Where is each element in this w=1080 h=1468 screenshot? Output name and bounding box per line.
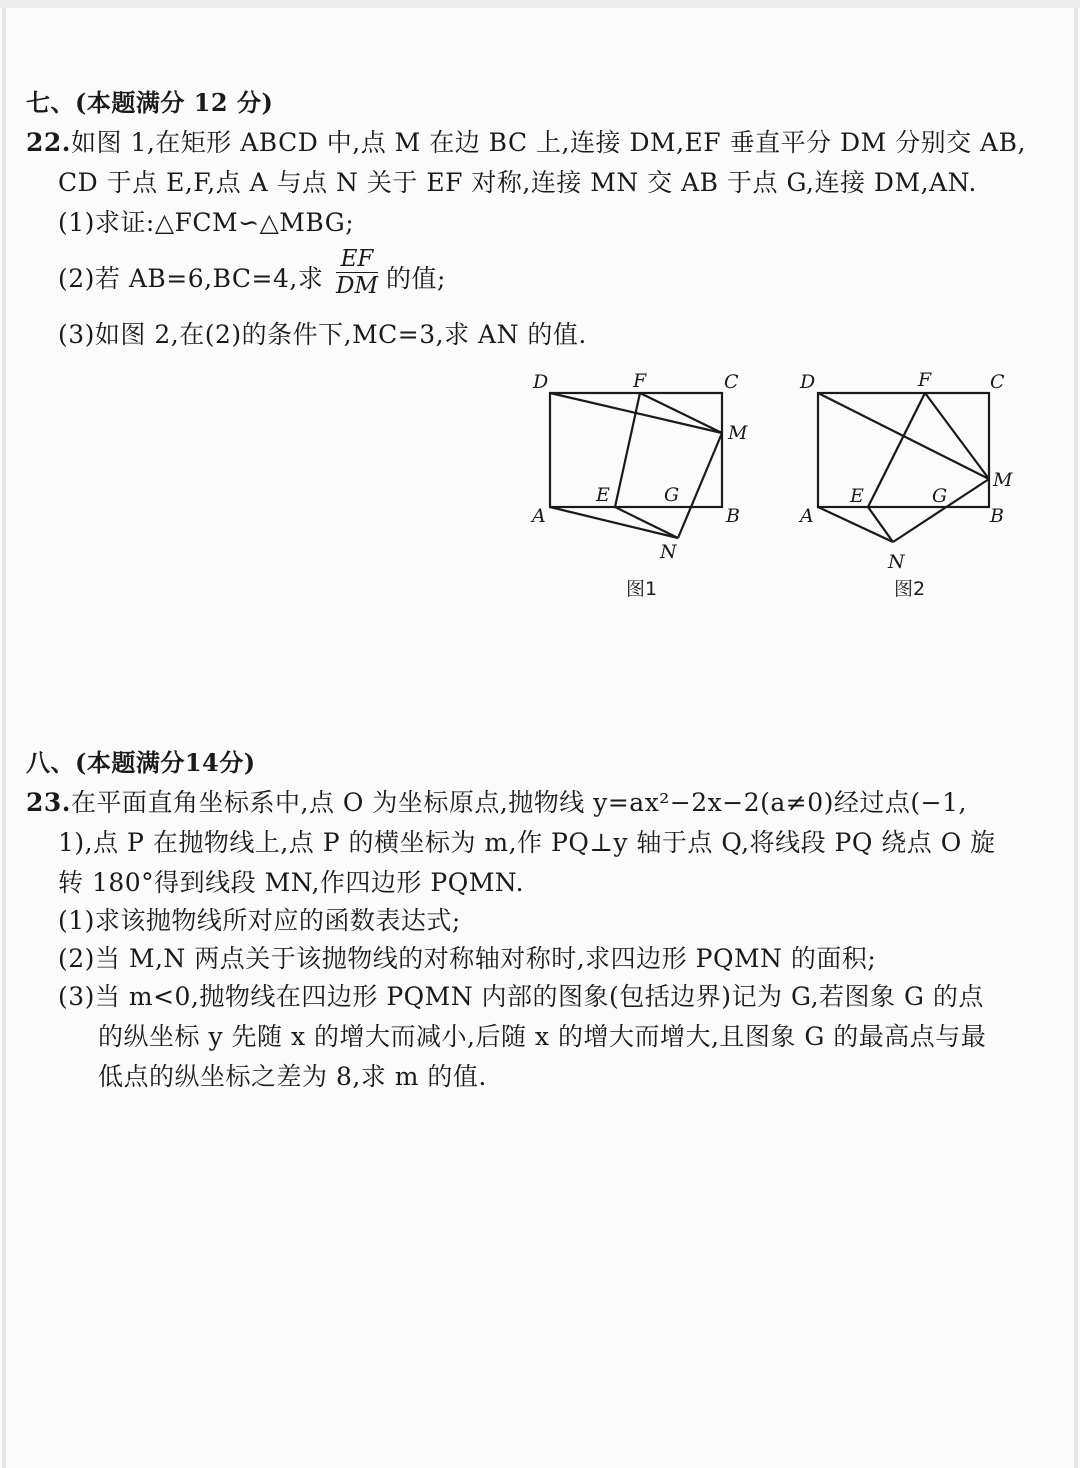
q22-part-2-suffix: 的值; <box>386 264 446 293</box>
q23-part-1: (1)求该抛物线所对应的函数表达式; <box>58 906 461 935</box>
q22-part-2-prefix: (2)若 AB=6,BC=4,求 <box>58 264 324 293</box>
fraction-denominator: DM <box>336 273 378 299</box>
segment-FM <box>640 393 722 433</box>
q23-stem-text-1: 在平面直角坐标系中,点 O 为坐标原点,抛物线 y=ax²−2x−2(a≠0)经过点(−1, <box>71 788 967 817</box>
label-F-2: F <box>918 369 932 391</box>
label-B: B <box>726 505 740 527</box>
figure-1 <box>530 370 748 600</box>
label-C-2: C <box>990 371 1005 393</box>
q22-number: 22. <box>26 128 71 157</box>
rectangle-ABCD-2 <box>818 393 989 507</box>
label-C: C <box>724 371 739 393</box>
q23-stem-line-3: 转 180°得到线段 MN,作四边形 PQMN. <box>58 868 525 897</box>
label-G: G <box>664 484 680 506</box>
label-G-2: G <box>932 485 948 507</box>
section-header-7: 七、(本题满分 12 分) <box>26 88 274 117</box>
label-A: A <box>532 505 546 527</box>
label-A-2: A <box>800 505 814 527</box>
q22-part-1: (1)求证:△FCM∽△MBG; <box>58 208 355 237</box>
q22-part-3: (3)如图 2,在(2)的条件下,MC=3,求 AN 的值. <box>58 320 587 349</box>
q23-number: 23. <box>26 788 71 817</box>
label-B-2: B <box>990 505 1004 527</box>
label-M: M <box>728 422 748 444</box>
label-N: N <box>660 541 677 563</box>
label-E: E <box>596 484 610 506</box>
figure-1-caption: 图1 <box>626 578 658 600</box>
q23-stem-line-2: 1),点 P 在抛物线上,点 P 的横坐标为 m,作 PQ⊥y 轴于点 Q,将线段 PQ 绕点 O 旋 <box>58 828 996 857</box>
q23-stem-line-1 <box>26 786 967 820</box>
label-N-2: N <box>888 551 905 573</box>
label-M-2: M <box>993 469 1013 491</box>
segment-EN <box>615 507 678 538</box>
segment-AN <box>550 507 678 538</box>
segment-FM-2 <box>925 393 989 479</box>
geometry-figures <box>0 0 1080 620</box>
segment-FE-2 <box>868 393 925 507</box>
label-F: F <box>633 370 647 392</box>
q22-stem-text-1: 如图 1,在矩形 ABCD 中,点 M 在边 BC 上,连接 DM,EF 垂直平分 DM 分别交 AB, <box>71 128 1026 157</box>
q23-part-3-line-3: 低点的纵坐标之差为 8,求 m 的值. <box>98 1062 487 1091</box>
figure-2 <box>798 369 1013 600</box>
section-header-8: 八、(本题满分14分) <box>26 748 256 777</box>
q23-part-3-line-2: 的纵坐标 y 先随 x 的增大而减小,后随 x 的增大而增大,且图象 G 的最高点与最 <box>98 1022 987 1051</box>
q22-stem-line-2: CD 于点 E,F,点 A 与点 N 关于 EF 对称,连接 MN 交 AB 于点 G,连接 DM,AN. <box>58 168 977 197</box>
figure-2-caption: 图2 <box>894 578 926 600</box>
label-E-2: E <box>850 485 864 507</box>
q23-part-3-line-1: (3)当 m<0,抛物线在四边形 PQMN 内部的图象(包括边界)记为 G,若图象 G 的点 <box>58 982 984 1011</box>
label-D-2: D <box>800 371 816 393</box>
segment-MN <box>678 433 722 538</box>
label-D: D <box>533 371 549 393</box>
q23-part-2: (2)当 M,N 两点关于该抛物线的对称轴对称时,求四边形 PQMN 的面积; <box>58 944 877 973</box>
fraction-numerator: EF <box>336 246 378 273</box>
